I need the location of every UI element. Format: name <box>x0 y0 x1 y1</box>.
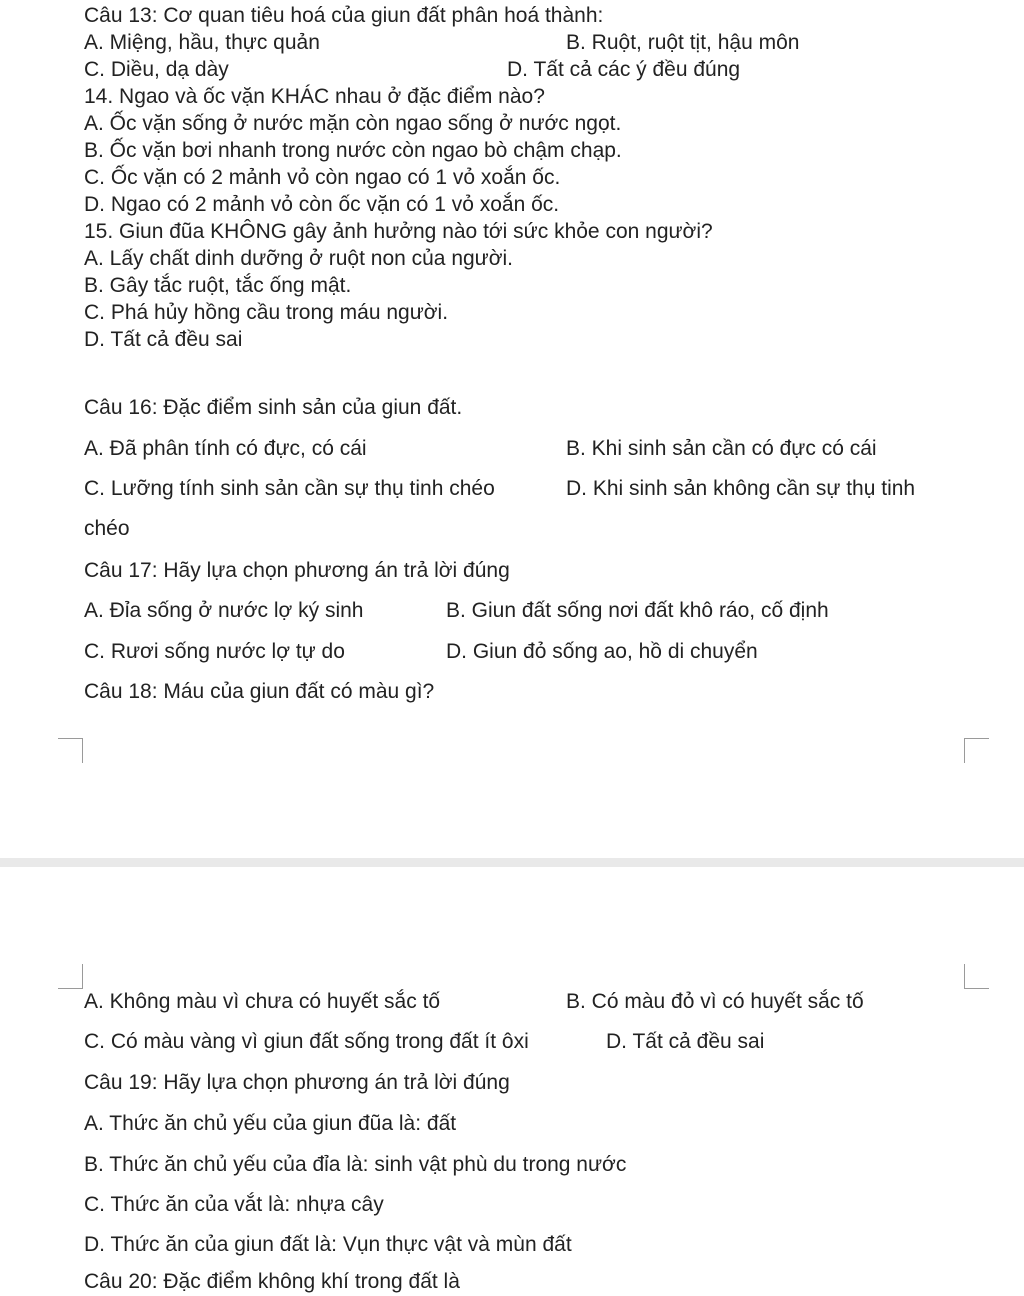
page-separator <box>0 858 1024 867</box>
question-20-partial-text: Câu 20: Đặc điểm không khí trong đất là <box>84 1270 460 1293</box>
question-19: Câu 19: Hãy lựa chọn phương án trả lời đúng <box>84 1071 510 1094</box>
question-15: 15. Giun đũa KHÔNG gây ảnh hưởng nào tới sức khỏe con người? <box>84 220 713 243</box>
q18-option-c: C. Có màu vàng vì giun đất sống trong đất ít ôxi <box>84 1030 529 1053</box>
q14-option-c: C. Ốc vặn có 2 mảnh vỏ còn ngao có 1 vỏ xoắn ốc. <box>84 166 561 189</box>
q19-option-b: B. Thức ăn chủ yếu của đỉa là: sinh vật phù du trong nước <box>84 1153 627 1176</box>
q16-option-c: C. Lưỡng tính sinh sản cần sự thụ tinh chéo <box>84 477 495 500</box>
question-18: Câu 18: Máu của giun đất có màu gì? <box>84 680 435 703</box>
q16-option-a: A. Đã phân tính có đực, có cái <box>84 437 367 460</box>
q15-option-b: B. Gây tắc ruột, tắc ống mật. <box>84 274 352 297</box>
margin-corner-mark <box>964 964 989 989</box>
question-20-cutoff <box>84 1268 584 1293</box>
q17-option-b: B. Giun đất sống nơi đất khô ráo, cố định <box>446 599 829 622</box>
q19-option-c: C. Thức ăn của vắt là: nhựa cây <box>84 1193 384 1216</box>
q17-option-c: C. Rươi sống nước lợ tự do <box>84 640 345 663</box>
q15-option-c: C. Phá hủy hồng cầu trong máu người. <box>84 301 449 324</box>
q14-option-d: D. Ngao có 2 mảnh vỏ còn ốc vặn có 1 vỏ xoắn ốc. <box>84 193 560 216</box>
q13-option-a: A. Miệng, hầu, thực quản <box>84 31 320 54</box>
margin-corner-mark <box>964 738 989 763</box>
question-16: Câu 16: Đặc điểm sinh sản của giun đất. <box>84 396 463 419</box>
q16-option-d: D. Khi sinh sản không cần sự thụ tinh <box>566 477 916 500</box>
question-13: Câu 13: Cơ quan tiêu hoá của giun đất phân hoá thành: <box>84 4 604 27</box>
q16-option-d-continued: chéo <box>84 517 130 540</box>
margin-corner-mark <box>58 738 83 763</box>
margin-corner-mark <box>58 964 83 989</box>
q13-option-c: C. Diều, dạ dày <box>84 58 229 81</box>
q17-option-a: A. Đỉa sống ở nước lợ ký sinh <box>84 599 364 622</box>
q14-option-b: B. Ốc vặn bơi nhanh trong nước còn ngao bò chậm chạp. <box>84 139 622 162</box>
q19-option-a: A. Thức ăn chủ yếu của giun đũa là: đất <box>84 1112 457 1135</box>
question-14: 14. Ngao và ốc vặn KHÁC nhau ở đặc điểm nào? <box>84 85 545 108</box>
q13-option-b: B. Ruột, ruột tịt, hậu môn <box>566 31 800 54</box>
q13-option-d: D. Tất cả các ý đều đúng <box>507 58 741 81</box>
q17-option-d: D. Giun đỏ sống ao, hồ di chuyển <box>446 640 758 663</box>
q18-option-a: A. Không màu vì chưa có huyết sắc tố <box>84 990 441 1013</box>
q15-option-a: A. Lấy chất dinh dưỡng ở ruột non của người. <box>84 247 514 270</box>
q18-option-b: B. Có màu đỏ vì có huyết sắc tố <box>566 990 864 1013</box>
question-17: Câu 17: Hãy lựa chọn phương án trả lời đúng <box>84 559 510 582</box>
q19-option-d: D. Thức ăn của giun đất là: Vụn thực vật và mùn đất <box>84 1233 572 1256</box>
q14-option-a: A. Ốc vặn sống ở nước mặn còn ngao sống ở nước ngọt. <box>84 112 622 135</box>
q16-option-b: B. Khi sinh sản cần có đực có cái <box>566 437 877 460</box>
q15-option-d: D. Tất cả đều sai <box>84 328 243 351</box>
q18-option-d: D. Tất cả đều sai <box>606 1030 765 1053</box>
